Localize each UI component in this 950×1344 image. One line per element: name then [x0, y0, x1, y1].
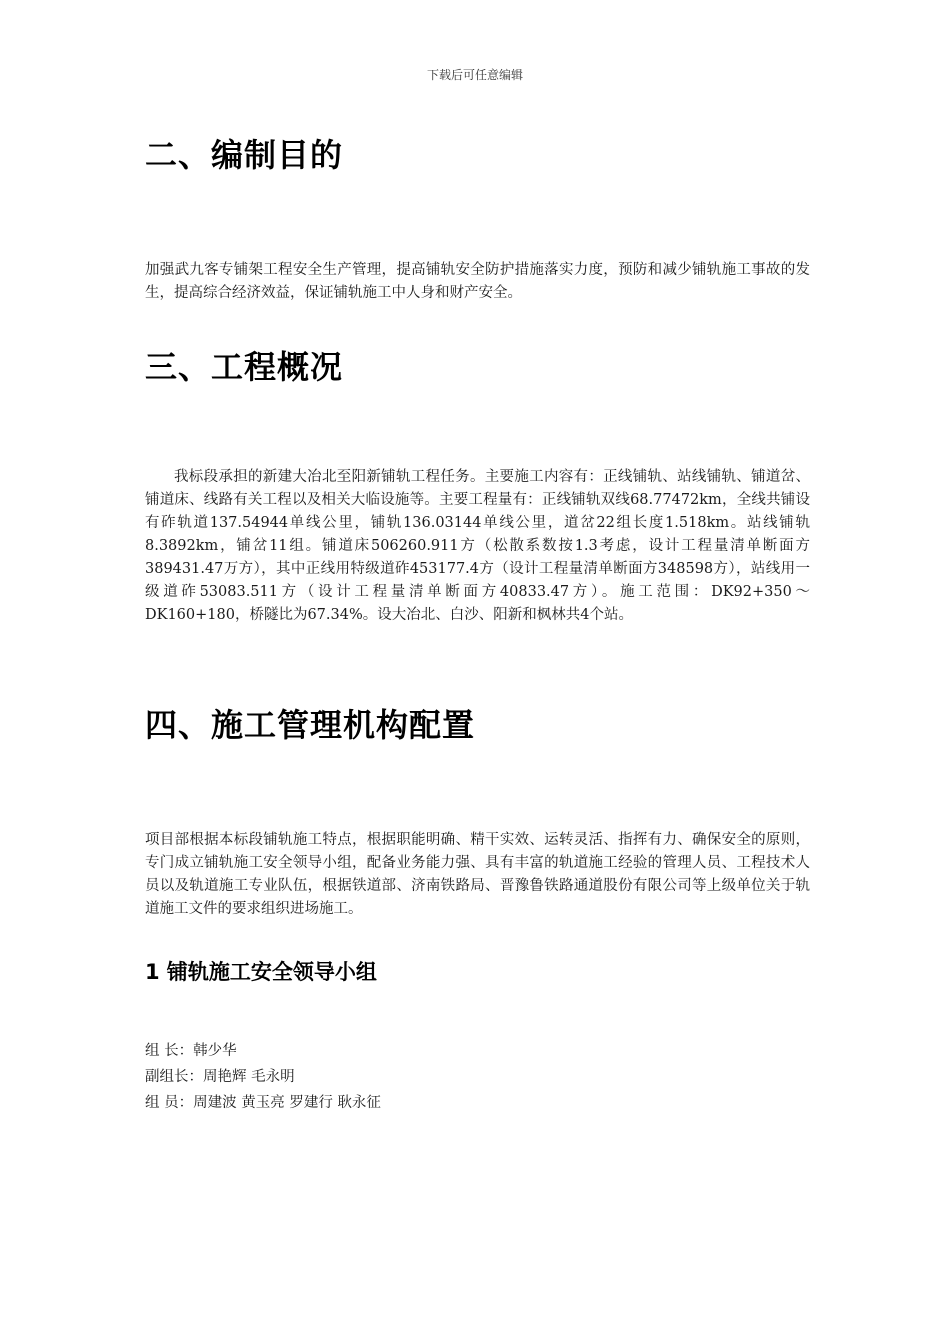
subsection-1-title: 1 铺轨施工安全领导小组	[145, 960, 377, 984]
section-3-body: 我标段承担的新建大冶北至阳新铺轨工程任务。主要施工内容有：正线铺轨、站线铺轨、铺道岔、铺道床、线路有关工程以及相关大临设施等。主要工程量有：正线铺轨双线68.77472km，全线共铺设有砟轨道137.54944单线公里，铺轨136.03144单线公里，道岔22组长度1.518km。站线铺轨8.3892km，铺岔11组。铺道床506260.911方（松散系数按1.3考虑，设计工程量清单断面方389431.47万方），其中正线用特级道砟453177.4方（设计工程量清单断面方348598方），站线用一级道砟53083.511方（设计工程量清单断面方40833.47方）。施工范围：DK92+350～DK160+180，桥隧比为67.34%。设大冶北、白沙、阳新和枫林共4个站。	[145, 469, 811, 623]
group-leader-line: 组 长：韩少华	[145, 1043, 237, 1059]
section-4-title: 四、施工管理机构配置	[145, 706, 476, 744]
deputy-leader-line: 副组长：周艳辉 毛永明	[145, 1069, 295, 1085]
section-2-body: 加强武九客专铺架工程安全生产管理，提高铺轨安全防护措施落实力度，预防和减少铺轨施工事故的发生，提高综合经济效益，保证铺轨施工中人身和财产安全。	[145, 262, 810, 301]
members-line: 组 员：周建波 黄玉亮 罗建行 耿永征	[145, 1095, 381, 1111]
section-2-title: 二、编制目的	[145, 136, 344, 174]
section-4-body: 项目部根据本标段铺轨施工特点，根据职能明确、精干实效、运转灵活、指挥有力、确保安全的原则，专门成立铺轨施工安全领导小组，配备业务能力强、具有丰富的轨道施工经验的管理人员、工程技术人员以及轨道施工专业队伍，根据铁道部、济南铁路局、晋豫鲁铁路通道股份有限公司等上级单位关于轨道施工文件的要求组织进场施工。	[145, 832, 810, 917]
section-3-title: 三、工程概况	[145, 348, 344, 386]
header-note: 下载后可任意编辑	[426, 68, 523, 82]
